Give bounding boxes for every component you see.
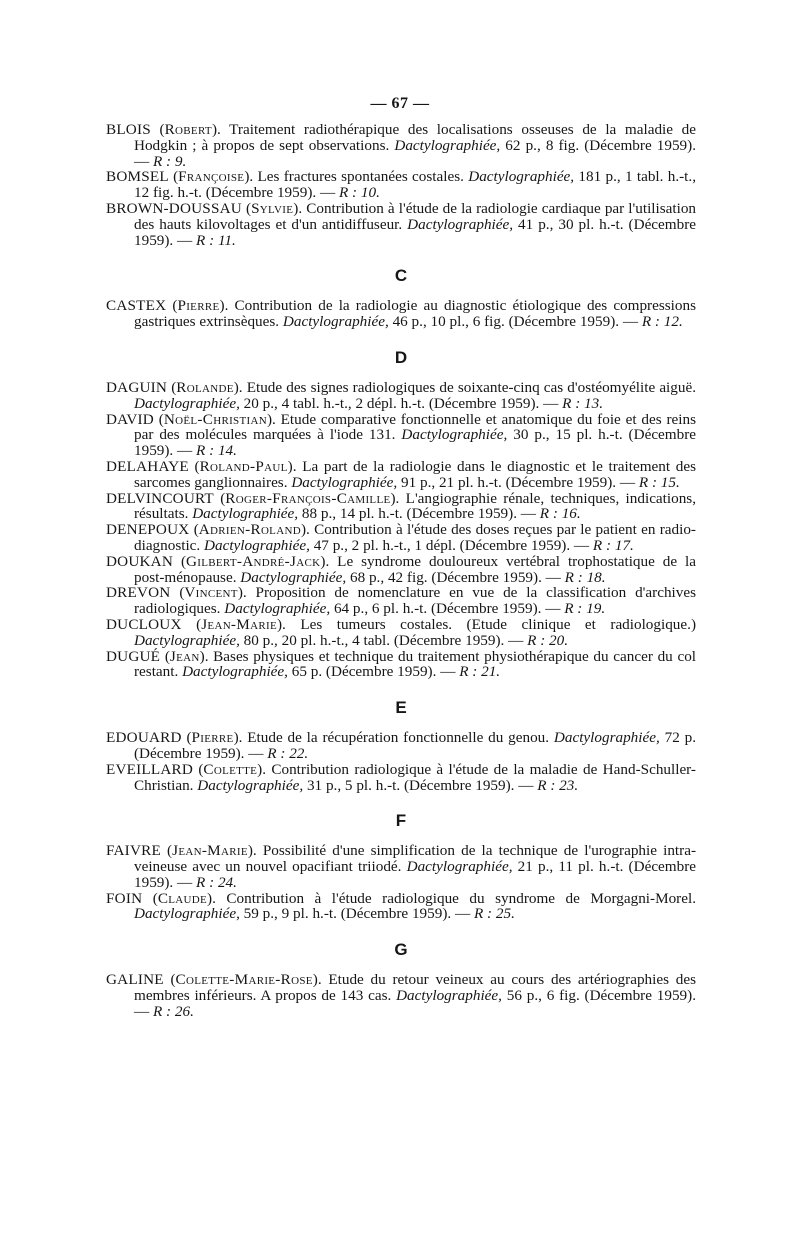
entry-details: 46 p., 10 pl., 6 fig. (Décembre 1959). — xyxy=(388,313,642,331)
entry-format: Dactylographiée, xyxy=(224,600,331,618)
author-firstname: Colette-Marie-Rose xyxy=(175,971,313,989)
entry-reference: R : 18. xyxy=(564,568,606,586)
bibliography-entry: FOIN (Claude). Contribution à l'étude radiologique du syndrome de Morgagni-Morel. Dactylographiée, 59 p., 9 pl. h.-t. (Décembre 1959). — R : 25. xyxy=(106,889,696,923)
section-letter-heading: E xyxy=(395,698,407,718)
bibliography-entry: DELAHAYE (Roland-Paul). La part de la radiologie dans le diagnostic et le traitement des sarcomes ganglionnaires. Dactylographiée, 91 p., 21 pl. h.-t. (Décembre 1959). — R : 15. xyxy=(106,457,696,491)
author-surname: DUCLOUX xyxy=(106,615,182,633)
bibliography-entry: DUCLOUX (Jean-Marie). Les tumeurs costales. (Etude clinique et radiologique.) Dactylographiée, 80 p., 20 pl. h.-t., 4 tabl. (Décembre 1959). — R : 20. xyxy=(106,615,696,649)
entry-format: Dactylographiée, xyxy=(204,536,310,554)
bibliography-entry: DREVON (Vincent). Proposition de nomenclature en vue de la classification d'archives radiologiques. Dactylographiée, 64 p., 6 pl. h.-t. (Décembre 1959). — R : 19. xyxy=(106,584,697,618)
entry-format: Dactylographiée, xyxy=(192,505,299,523)
author-surname: FOIN xyxy=(106,889,143,907)
entry-reference: R : 20. xyxy=(527,631,569,649)
entry-reference: R : 16. xyxy=(539,505,581,523)
entry-details: 80 p., 20 pl. h.-t., 4 tabl. (Décembre 1959). — xyxy=(239,631,528,649)
section-letter-heading: D xyxy=(394,347,408,367)
entry-details: 30 p., 15 pl. h.-t. (Décembre 1959). — xyxy=(134,426,697,460)
entry-reference: R : 9. xyxy=(152,152,187,170)
entry-format: Dactylographiée, xyxy=(291,473,398,491)
author-firstname: Claude xyxy=(157,889,208,907)
author-firstname: Pierre xyxy=(177,297,220,315)
entry-title: . Le syndrome douloureux vertébral trophostatique de la post-ménopause. xyxy=(134,552,696,586)
bibliography-list xyxy=(106,122,696,1020)
entry-details: 65 p. (Décembre 1959). — xyxy=(287,663,460,681)
entry-title: . La part de la radiologie dans le diagnostic et le traitement des sarcomes ganglionnaires. xyxy=(134,457,696,491)
entry-title: . Possibilité d'une simplification de la technique de l'urographie intra-veineuse avec un nouvel opacifiant triiodé. xyxy=(134,842,696,876)
entry-reference: R : 25. xyxy=(473,905,515,923)
author-firstname: Vincent xyxy=(184,584,238,602)
author-firstname: Jean-Marie xyxy=(201,615,277,633)
author-surname: EVEILLARD xyxy=(106,760,193,778)
entry-details: 64 p., 6 pl. h.-t. (Décembre 1959). — xyxy=(330,600,565,618)
entry-format: Dactylographiée, xyxy=(282,313,389,331)
entry-format: Dactylographiée, xyxy=(394,136,501,154)
entry-format: Dactylographiée, xyxy=(182,663,288,681)
author-firstname: Colette xyxy=(203,760,258,778)
entry-reference: R : 13. xyxy=(562,394,604,412)
bibliography-entry: DAVID (Noël-Christian). Etude comparative fonctionnelle et anatomique du foie et des reins par des molécules marquées à l'iode 131. Dactylographiée, 30 p., 15 pl. h.-t. (Décembre 1959). — R : 14. xyxy=(106,410,697,460)
entry-details: 59 p., 9 pl. h.-t. (Décembre 1959). — xyxy=(239,905,474,923)
entry-reference: R : 12. xyxy=(641,313,683,331)
entry-format: Dactylographiée, xyxy=(406,858,513,876)
author-firstname: Roland-Paul xyxy=(199,457,288,475)
section-letter-heading: F xyxy=(395,811,407,831)
entry-title: . Les tumeurs costales. (Etude clinique et radiologique.) xyxy=(282,615,696,633)
author-surname: DOUKAN xyxy=(106,552,174,570)
entry-details: 72 p. (Décembre 1959). — xyxy=(134,729,697,762)
author-surname: BLOIS xyxy=(106,121,151,138)
author-firstname: Pierre xyxy=(191,729,234,747)
entry-title: . Contribution à l'étude de la radiologie cardiaque par l'utilisation des hauts kilovoltages et d'un antidiffuseur. xyxy=(134,199,697,233)
entry-title: . Etude de la récupération fonctionnelle du genou. xyxy=(238,729,554,747)
entry-format: Dactylographiée, xyxy=(553,729,660,747)
entry-reference: R : 11. xyxy=(196,231,236,249)
entry-reference: R : 17. xyxy=(592,536,634,554)
entry-title: . Les fractures spontanées costales. xyxy=(249,168,469,186)
entry-details: 56 p., 6 fig. (Décembre 1959). — xyxy=(134,987,696,1020)
bibliography-entry: CASTEX (Pierre). Contribution de la radiologie au diagnostic étiologique des compressions gastriques extrinsèques. Dactylographiée, 46 p., 10 pl., 6 fig. (Décembre 1959). — R : 12. xyxy=(106,297,696,331)
entry-format: Dactylographiée, xyxy=(407,215,514,233)
entry-title: . Traitement radiothérapique des localisations osseuses de la maladie de Hodgkin ; à propos de sept observations. xyxy=(134,121,696,154)
author-surname: DAVID xyxy=(106,410,154,428)
entry-title: . Etude du retour veineux au cours des artériographies des membres inférieurs. A propos de 143 cas. xyxy=(134,971,696,1005)
author-firstname: Noël-Christian xyxy=(163,410,267,428)
bibliography-entry: GALINE (Colette-Marie-Rose). Etude du retour veineux au cours des artériographies des membres inférieurs. A propos de 143 cas. Dactylographiée, 56 p., 6 fig. (Décembre 1959). — R : 26. xyxy=(106,971,696,1020)
entry-details: 21 p., 11 pl. h.-t. (Décembre 1959). — xyxy=(134,858,697,891)
entry-title: . L'angiographie rénale, techniques, indications, résultats. xyxy=(134,489,697,523)
bibliography-entry: DENEPOUX (Adrien-Roland). Contribution à l'étude des doses reçues par le patient en radio-diagnostic. Dactylographiée, 47 p., 2 pl. h.-t., 1 dépl. (Décembre 1959). — R : 17. xyxy=(106,521,696,554)
bibliography-entry: DELVINCOURT (Roger-François-Camille). L'angiographie rénale, techniques, indications, résultats. Dactylographiée, 88 p., 14 pl. h.-t. (Décembre 1959). — R : 16. xyxy=(106,489,697,523)
entry-title: . Bases physiques et technique du traitement physiothérapique du cancer du col restant. xyxy=(134,647,697,681)
entry-format: Dactylographiée, xyxy=(468,168,575,186)
section-letter-heading: C xyxy=(394,266,408,286)
entry-details: 41 p., 30 pl. h.-t. (Décembre 1959). — xyxy=(134,215,696,249)
author-surname: CASTEX xyxy=(106,297,167,315)
entry-details: 31 p., 5 pl. h.-t. (Décembre 1959). — xyxy=(303,776,538,794)
entry-reference: R : 23. xyxy=(537,776,579,794)
bibliography-entry: BOMSEL (Françoise). Les fractures spontanées costales. Dactylographiée, 181 p., 1 tabl. h.-t., 12 fig. h.-t. (Décembre 1959). — R : 10. xyxy=(106,168,696,202)
entry-format: Dactylographiée, xyxy=(134,394,240,412)
page-number: — 67 — xyxy=(370,95,430,112)
bibliography-entry: BROWN-DOUSSAU (Sylvie). Contribution à l'étude de la radiologie cardiaque par l'utilisation des hauts kilovoltages et d'un antidiffuseur. Dactylographiée, 41 p., 30 pl. h.-t. (Décembre 1959). — R : 11. xyxy=(106,199,697,249)
entry-format: Dactylographiée, xyxy=(396,987,502,1005)
bibliography-entry: DAGUIN (Rolande). Etude des signes radiologiques de soixante-cinq cas d'ostéomyélite aiguë. Dactylographiée, 20 p., 4 tabl. h.-t., 2 dépl. h.-t. (Décembre 1959). — R : 13. xyxy=(106,378,696,412)
entry-format: Dactylographiée, xyxy=(134,631,240,649)
author-firstname: Jean xyxy=(169,647,200,665)
author-surname: BOMSEL xyxy=(106,168,169,186)
section-letter-heading: G xyxy=(394,940,408,960)
entry-details: 181 p., 1 tabl. h.-t., 12 fig. h.-t. (Décembre 1959). — xyxy=(134,168,696,202)
author-surname: BROWN-DOUSSAU xyxy=(106,199,242,217)
author-surname: EDOUARD xyxy=(106,729,182,747)
entry-details: 20 p., 4 tabl. h.-t., 2 dépl. h.-t. (Décembre 1959). — xyxy=(239,394,563,412)
entry-reference: R : 22. xyxy=(267,744,309,762)
author-firstname: Roger-François-Camille xyxy=(225,489,391,507)
bibliography-entry: DOUKAN (Gilbert-André-Jack). Le syndrome douloureux vertébral trophostatique de la post-ménopause. Dactylographiée, 68 p., 42 fig. (Décembre 1959). — R : 18. xyxy=(106,552,696,586)
author-firstname: Robert xyxy=(164,121,212,138)
entry-reference: R : 15. xyxy=(638,473,680,491)
author-firstname: Adrien-Roland xyxy=(198,521,301,539)
entry-details: 68 p., 42 fig. (Décembre 1959). — xyxy=(346,568,565,586)
author-firstname: Jean-Marie xyxy=(172,842,248,860)
entry-title: . Contribution à l'étude des doses reçues par le patient en radio-diagnostic. xyxy=(134,521,696,554)
entry-title: . Contribution à l'étude radiologique du syndrome de Morgagni-Morel. xyxy=(212,889,696,907)
author-surname: GALINE xyxy=(106,971,164,989)
author-surname: FAIVRE xyxy=(106,842,161,860)
entry-title: . Etude comparative fonctionnelle et anatomique du foie et des reins par des molécules marquées à l'iode 131. xyxy=(134,410,696,444)
author-firstname: Rolande xyxy=(176,378,234,396)
entry-format: Dactylographiée, xyxy=(134,905,240,923)
entry-details: 47 p., 2 pl. h.-t., 1 dépl. (Décembre 1959). — xyxy=(309,536,593,554)
author-firstname: Gilbert-André-Jack xyxy=(186,552,321,570)
entry-title: . Etude des signes radiologiques de soixante-cinq cas d'ostéomyélite aiguë. xyxy=(238,378,696,396)
entry-reference: R : 14. xyxy=(196,442,237,460)
entry-reference: R : 21. xyxy=(459,663,501,681)
bibliography-entry: DUGUÉ (Jean). Bases physiques et technique du traitement physiothérapique du cancer du col restant. Dactylographiée, 65 p. (Décembre 1959). — R : 21. xyxy=(106,647,697,681)
entry-format: Dactylographiée, xyxy=(240,568,347,586)
entry-details: 88 p., 14 pl. h.-t. (Décembre 1959). — xyxy=(298,505,540,523)
author-surname: DAGUIN xyxy=(106,378,168,396)
author-surname: DELAHAYE xyxy=(106,457,189,475)
author-surname: DELVINCOURT xyxy=(106,489,214,507)
author-surname: DENEPOUX xyxy=(106,521,190,539)
entry-format: Dactylographiée, xyxy=(197,776,304,794)
entry-title: . Contribution de la radiologie au diagnostic étiologique des compressions gastriques extrinsèques. xyxy=(134,297,696,331)
entry-details: 91 p., 21 pl. h.-t. (Décembre 1959). — xyxy=(397,473,639,491)
entry-reference: R : 26. xyxy=(152,1002,194,1020)
author-firstname: Sylvie xyxy=(251,199,294,217)
bibliography-entry: BLOIS (Robert). Traitement radiothérapique des localisations osseuses de la maladie de Hodgkin ; à propos de sept observations. Dactylographiée, 62 p., 8 fig. (Décembre 1959). — R : 9. xyxy=(106,121,697,170)
author-firstname: Françoise xyxy=(178,168,245,186)
author-surname: DREVON xyxy=(106,584,171,602)
entry-format: Dactylographiée, xyxy=(401,426,508,444)
entry-details: 62 p., 8 fig. (Décembre 1959). — xyxy=(134,136,697,170)
bibliography-entry: EDOUARD (Pierre). Etude de la récupération fonctionnelle du genou. Dactylographiée, 72 p. (Décembre 1959). — R : 22. xyxy=(106,729,697,762)
author-surname: DUGUÉ xyxy=(106,647,161,665)
entry-reference: R : 10. xyxy=(338,184,380,202)
bibliography-entry: EVEILLARD (Colette). Contribution radiologique à l'étude de la maladie de Hand-Schuller-Christian. Dactylographiée, 31 p., 5 pl. h.-t. (Décembre 1959). — R : 23. xyxy=(106,760,696,794)
entry-reference: R : 24. xyxy=(196,873,237,891)
bibliography-entry: FAIVRE (Jean-Marie). Possibilité d'une simplification de la technique de l'urographie intra-veineuse avec un nouvel opacifiant triiodé. Dactylographiée, 21 p., 11 pl. h.-t. (Décembre 1959). — R : 24. xyxy=(106,842,697,891)
entry-reference: R : 19. xyxy=(564,600,606,618)
entry-title: . Proposition de nomenclature en vue de la classification d'archives radiologiques. xyxy=(134,584,697,618)
entry-title: . Contribution radiologique à l'étude de la maladie de Hand-Schuller-Christian. xyxy=(134,760,696,794)
